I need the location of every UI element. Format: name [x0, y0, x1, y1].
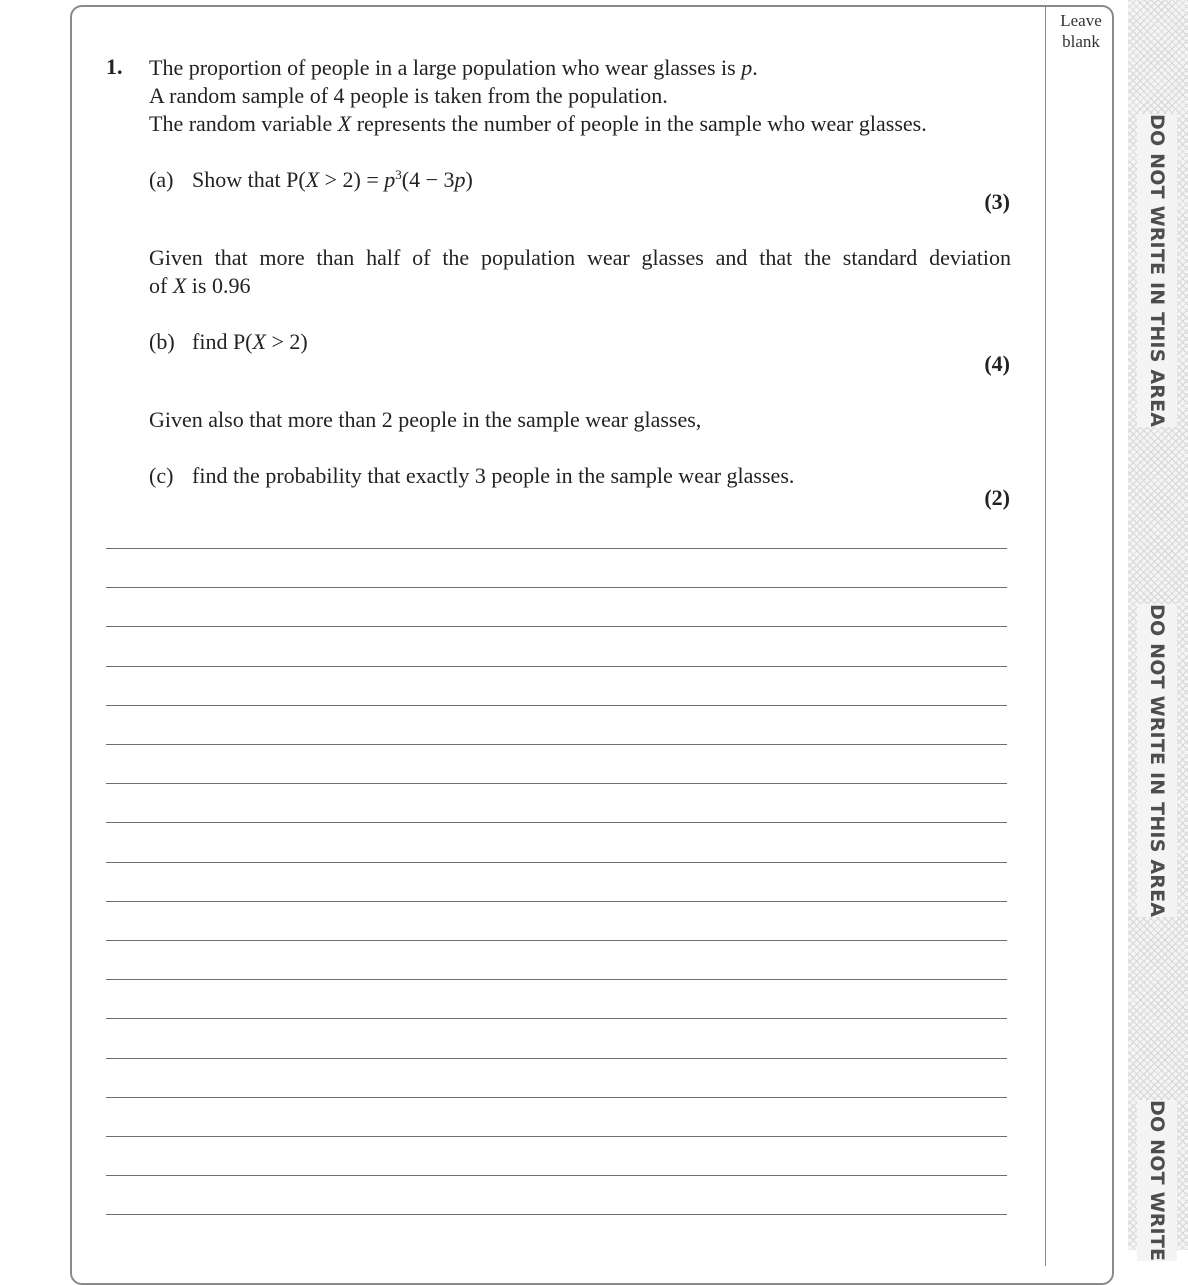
leave-blank-word-2: blank [1062, 32, 1100, 51]
part-b-text: find P(X > 2) [192, 329, 308, 354]
part-c-label: (c) [149, 463, 174, 488]
part-c-text: find the probability that exactly 3 people in the sample wear glasses. [192, 463, 795, 488]
answer-line[interactable] [106, 587, 1007, 588]
part-a [149, 166, 473, 194]
part-c [149, 462, 794, 490]
given-1-line-1: Given that more than half of the population wear glasses and that the standard deviation [149, 245, 1011, 270]
answer-line[interactable] [106, 1097, 1007, 1098]
given-1-line-2: of X is 0.96 [149, 273, 251, 298]
answer-line[interactable] [106, 626, 1007, 627]
part-b [149, 328, 308, 356]
answer-area[interactable] [106, 548, 1007, 1248]
answer-line[interactable] [106, 1058, 1007, 1059]
answer-line[interactable] [106, 901, 1007, 902]
part-a-marks: (3) [984, 189, 1010, 214]
answer-line[interactable] [106, 1136, 1007, 1137]
leave-blank-column-label [1047, 10, 1115, 52]
answer-line[interactable] [106, 940, 1007, 941]
do-not-write-label-partial: DO NOT WRITE [1137, 1100, 1177, 1261]
leave-blank-divider [1045, 6, 1046, 1266]
part-b-label: (b) [149, 329, 175, 354]
answer-line[interactable] [106, 1214, 1007, 1215]
do-not-write-label: DO NOT WRITE IN THIS AREA [1137, 604, 1177, 917]
answer-line[interactable] [106, 705, 1007, 706]
part-a-text: Show that $P(X > 2) = p^3(4 - 3p)$ [192, 167, 473, 192]
question-intro-line-3: The random variable X represents the number of people in the sample who wear glasses. [149, 111, 927, 136]
given-2: Given also that more than 2 people in the sample wear glasses, [149, 407, 702, 432]
do-not-write-label: DO NOT WRITE IN THIS AREA [1137, 114, 1177, 427]
answer-line[interactable] [106, 862, 1007, 863]
answer-line[interactable] [106, 548, 1007, 549]
part-a-label: (a) [149, 167, 174, 192]
part-b-marks: (4) [984, 351, 1010, 376]
answer-line[interactable] [106, 1018, 1007, 1019]
leave-blank-word-1: Leave [1060, 11, 1102, 30]
answer-line[interactable] [106, 783, 1007, 784]
answer-line[interactable] [106, 979, 1007, 980]
question-number: 1. [106, 54, 123, 79]
answer-line[interactable] [106, 666, 1007, 667]
answer-line[interactable] [106, 822, 1007, 823]
part-c-marks: (2) [984, 485, 1010, 510]
answer-line[interactable] [106, 744, 1007, 745]
question-intro-line-1: The proportion of people in a large population who wear glasses is p. [149, 55, 758, 80]
question-intro-line-2: A random sample of 4 people is taken from the population. [149, 83, 668, 108]
answer-line[interactable] [106, 1175, 1007, 1176]
